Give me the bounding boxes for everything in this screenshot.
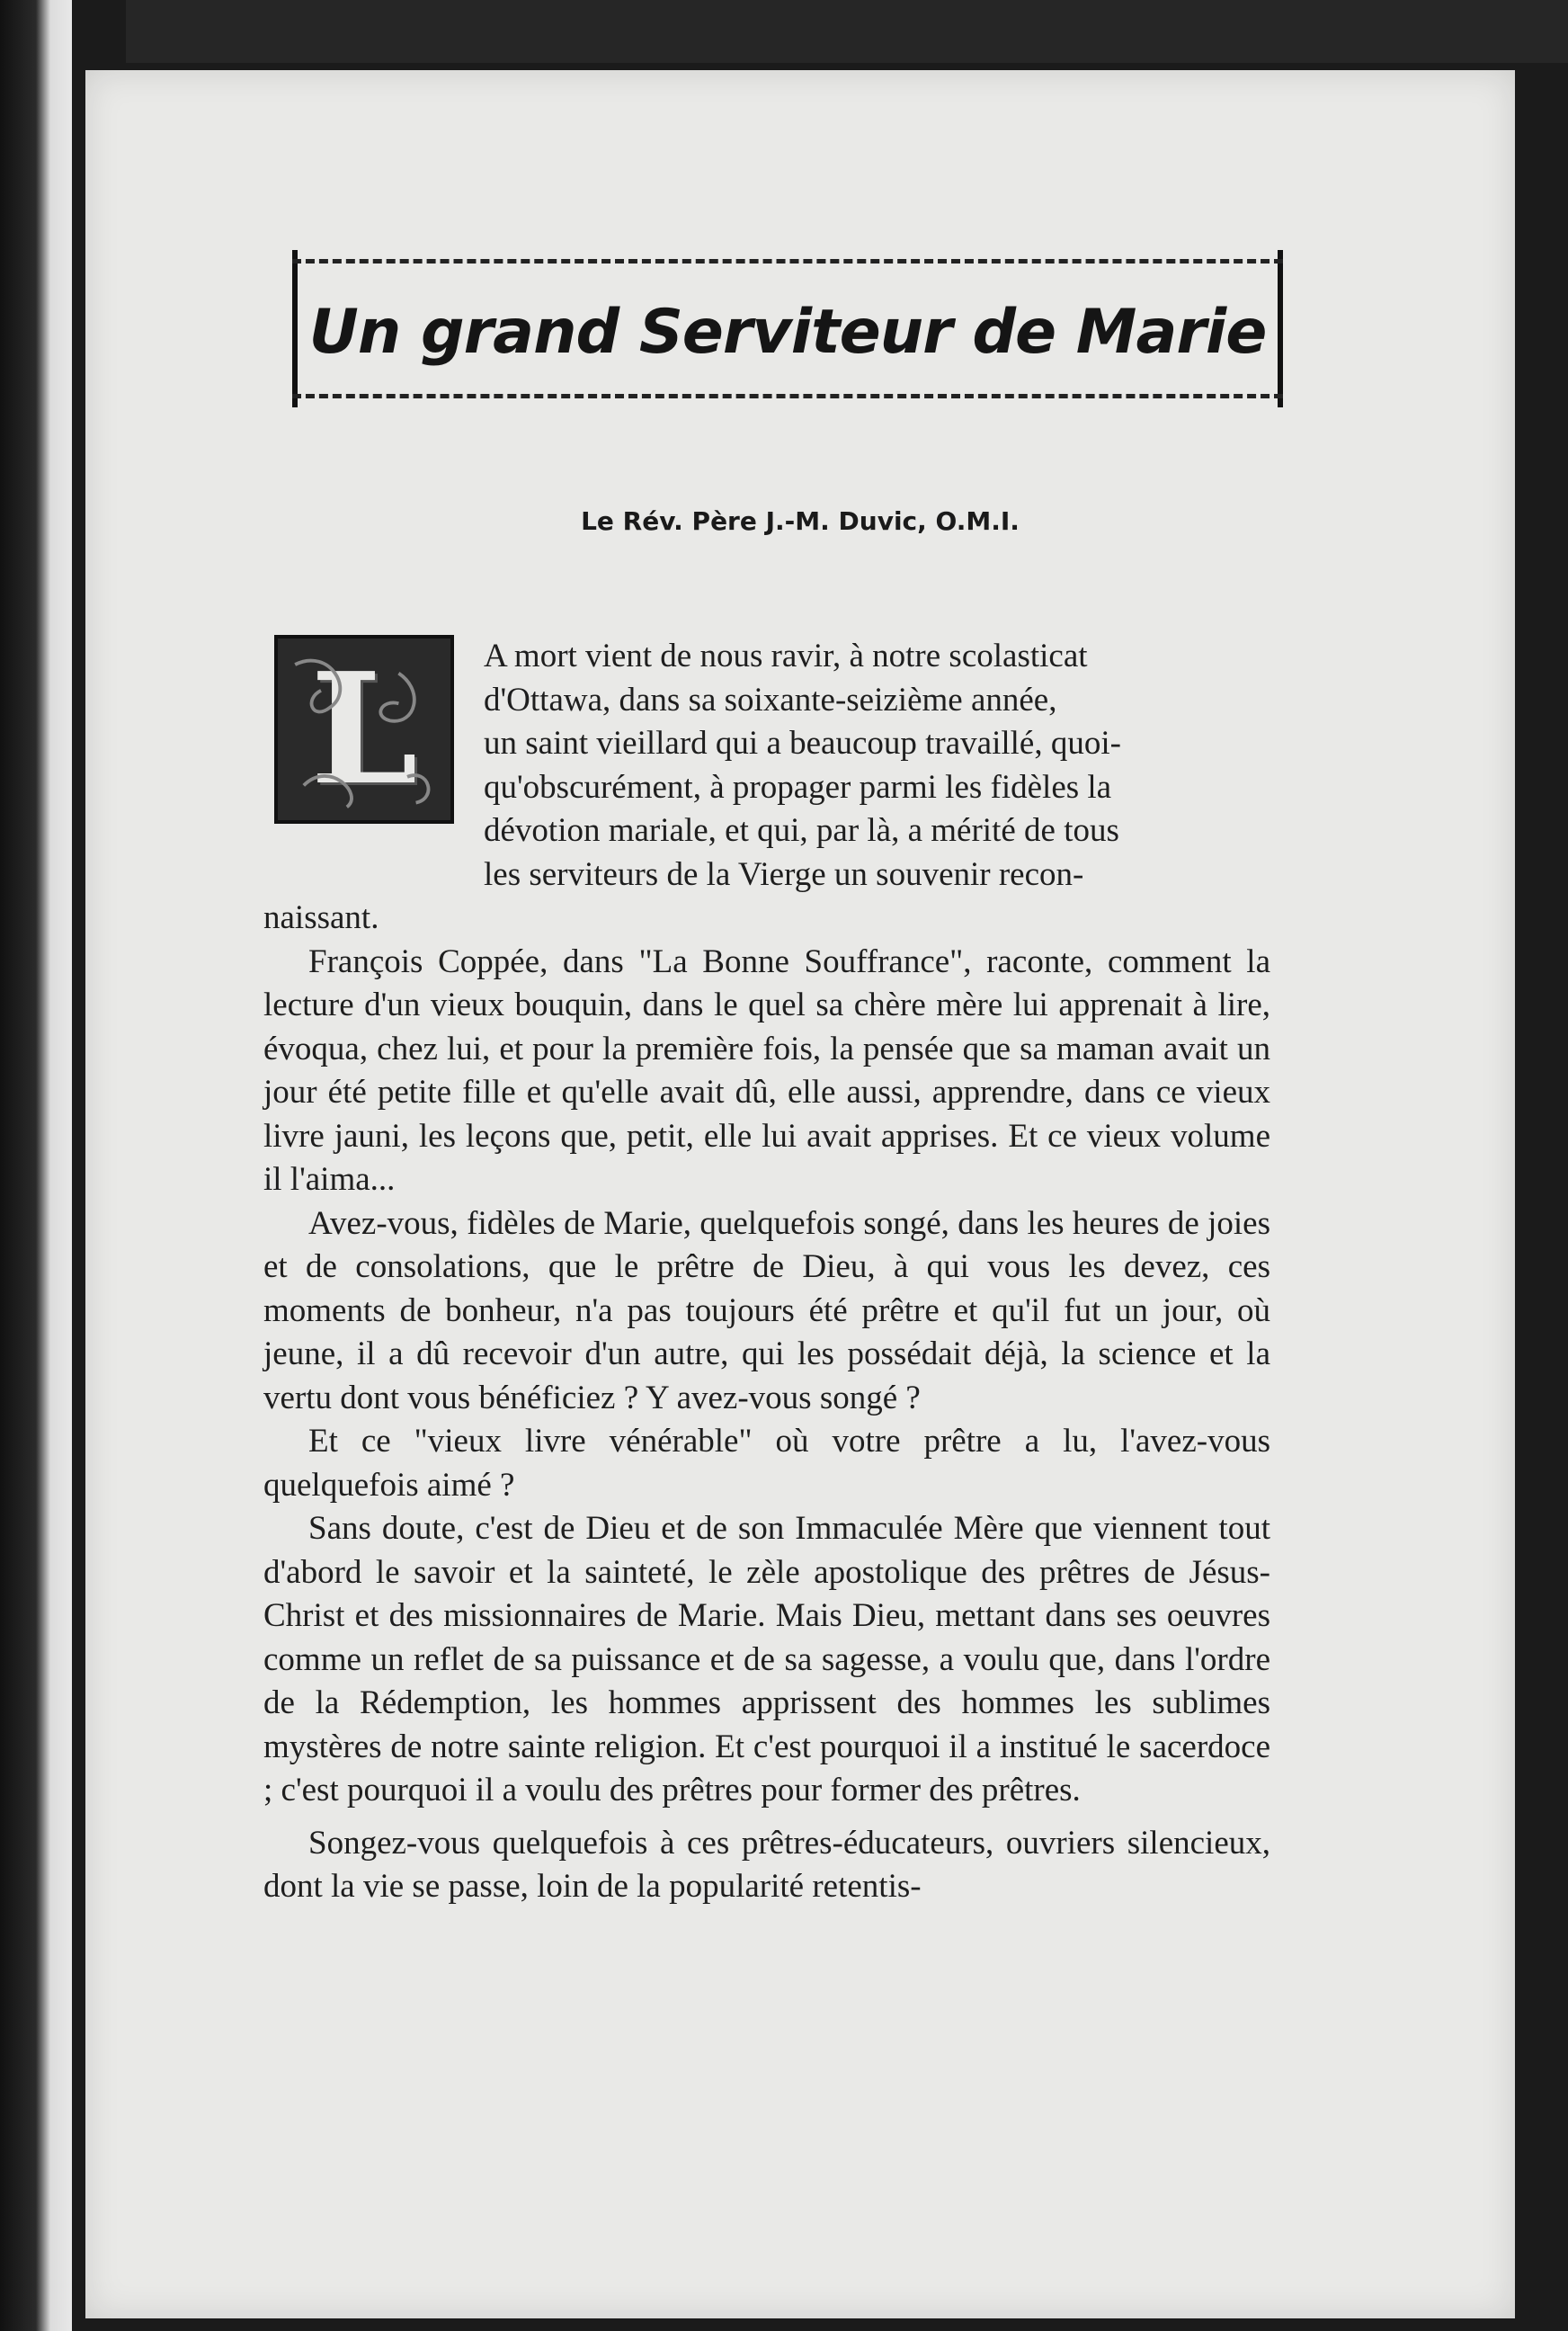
article-body xyxy=(263,635,1270,1909)
first-paragraph-line: qu'obscurément, à propager parmi les fidèles la xyxy=(484,768,1112,806)
first-paragraph-tail: naissant. xyxy=(263,899,379,936)
first-paragraph xyxy=(263,635,1270,897)
scan-left-edge xyxy=(0,0,72,2331)
first-paragraph-line: un saint vieillard qui a beaucoup travaillé, quoi- xyxy=(484,725,1121,762)
paragraph: Avez-vous, fidèles de Marie, quelquefois songé, dans les heures de joies et de consolations, que le prêtre de Dieu, à qui vous les devez, ces moments de bonheur, n'a pas toujours été prêtre et qu'il fut un jour, où jeune, il a dû recevoir d'un autre, qui les possédait déjà, la science et la vertu dont vous bénéficiez ? Y avez-vous songé ? xyxy=(263,1204,1270,1416)
first-paragraph-line: d'Ottawa, dans sa soixante-seizième année, xyxy=(484,681,1057,719)
first-paragraph-line: A mort vient de nous ravir, à notre scolasticat xyxy=(484,638,1088,674)
paragraph: François Coppée, dans "La Bonne Souffrance", raconte, comment la lecture d'un vieux bouquin, dans le quel sa chère mère lui apprenait à lire, évoqua, chez lui, et pour la première fois, la pensée que sa maman avait un jour été petite fille et qu'elle avait dû, elle aussi, apprendre, dans ce vieux livre jauni, les leçons que, petit, elle lui avait apprises. Et ce vieux volume il l'aima... xyxy=(263,942,1270,1198)
dropcap-letter: L xyxy=(310,639,418,819)
first-paragraph-line: les serviteurs de la Vierge un souvenir recon- xyxy=(484,855,1084,893)
paragraph: Songez-vous quelquefois à ces prêtres-éducateurs, ouvriers silencieux, dont la vie se passe, loin de la popularité retentis- xyxy=(263,1824,1270,1905)
paragraph: Et ce "vieux livre vénérable" où votre prêtre a lu, l'avez-vous quelquefois aimé ? xyxy=(263,1423,1270,1504)
page-title: Un grand Serviteur de Marie xyxy=(308,297,1267,368)
author-byline: Le Rév. Père J.-M. Duvic, O.M.I. xyxy=(581,506,1020,536)
first-paragraph-line: dévotion mariale, et qui, par là, a mérité de tous xyxy=(484,812,1119,849)
title-frame xyxy=(292,250,1283,407)
scan-top-strip xyxy=(126,0,1568,63)
document-page xyxy=(85,70,1515,2318)
paragraph: Sans doute, c'est de Dieu et de son Immaculée Mère que viennent tout d'abord le savoir et la sainteté, le zèle apostolique des prêtres de Jésus-Christ et des missionnaires de Marie. Mais Dieu, mettant dans ses oeuvres comme un reflet de sa puissance et de sa sagesse, a voulu que, dans l'ordre de la Rédemption, les hommes apprissent des hommes les sublimes mystères de notre sainte religion. Et c'est pourquoi il a institué le sacerdoce ; c'est pourquoi il a voulu des prêtres pour former des prêtres. xyxy=(263,1510,1270,1809)
